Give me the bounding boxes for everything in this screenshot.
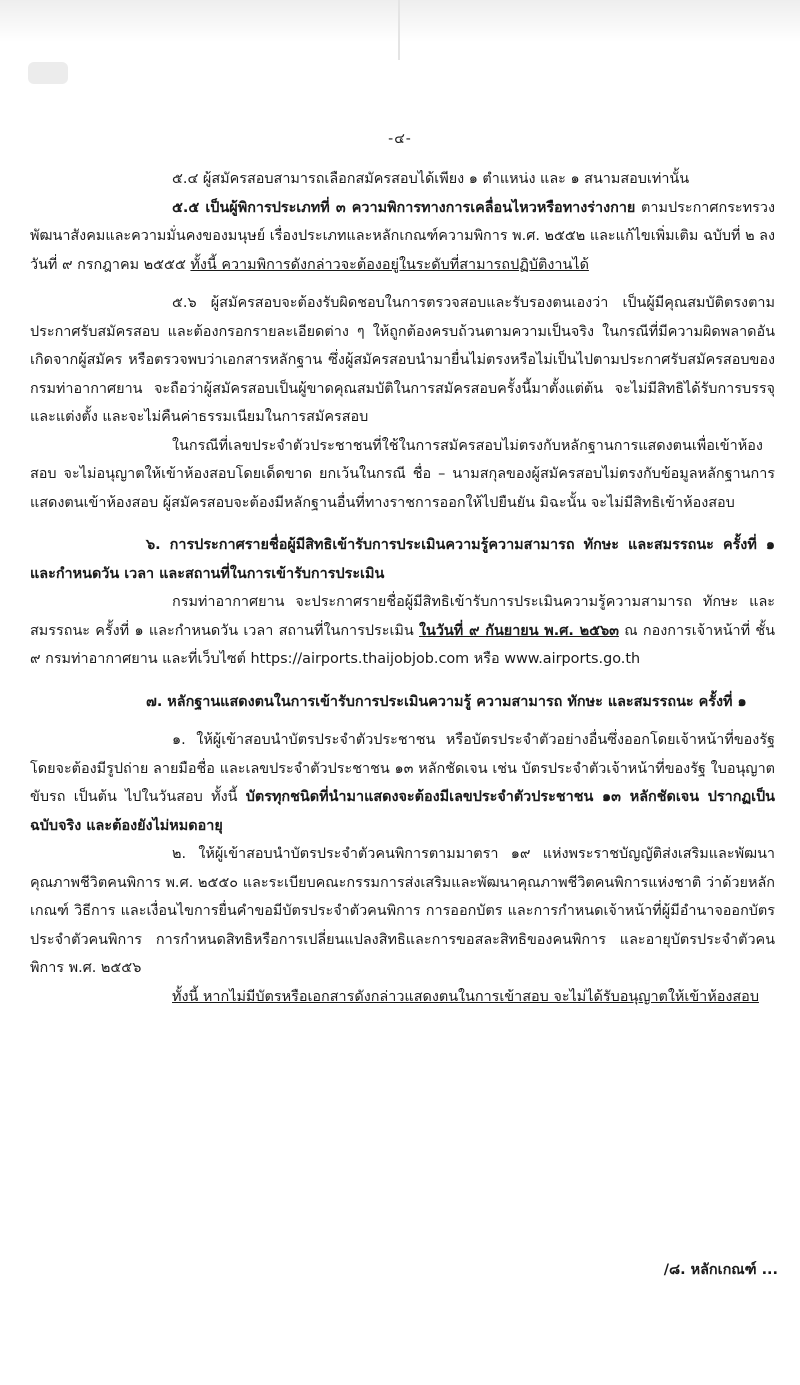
clause-5-5-text: ตามประกาศกระทรวงพัฒนาสังคมและความมั่นคงของมนุษย์ เรื่องประเภทและหลักเกณฑ์ความพิการ พ.ศ. ๒๕๕๒ และแก้ไขเพิ่มเติม ฉบับที่ ๒ ลงวันที่ ๙ กรกฎาคม ๒๕๕๕ [30, 199, 775, 273]
scan-fold-line [398, 0, 400, 60]
document-body [30, 165, 775, 1011]
section-6-date: ในวันที่ ๙ กันยายน พ.ศ. ๒๕๖๓ [418, 622, 619, 639]
clause-5-6-id-note: ในกรณีที่เลขประจำตัวประชาชนที่ใช้ในการสมัครสอบไม่ตรงกับหลักฐานการแสดงตนเพื่อเข้าห้องสอบ จะไม่อนุญาตให้เข้าห้องสอบโดยเด็ดขาด ยกเว้นในกรณี ชื่อ – นามสกุลของผู้สมัครสอบไม่ตรงกับข้อมูลหลักฐานการแสดงตนเข้าห้องสอบ ผู้สมัครสอบจะต้องมีหลักฐานอื่นที่ทางราชการออกให้ไปยืนยัน มิฉะนั้น จะไม่มีสิทธิเข้าห้องสอบ [30, 437, 775, 511]
clause-5-5-bold: ๕.๕ เป็นผู้พิการประเภทที่ ๓ ความพิการทางการเคลื่อนไหวหรือทางร่างกาย [172, 199, 636, 216]
clause-5-5-underlined: ทั้งนี้ ความพิการดังกล่าวจะต้องอยู่ในระดับที่สามารถปฏิบัติงานได้ [190, 256, 589, 273]
scan-smudge [28, 62, 68, 84]
clause-5-4: ๕.๔ ผู้สมัครสอบสามารถเลือกสมัครสอบได้เพียง ๑ ตำแหน่ง และ ๑ สนามสอบเท่านั้น [172, 171, 690, 187]
next-page-reference: /๘. หลักเกณฑ์ ... [663, 1262, 778, 1278]
section-6-body-b: ณ กองการเจ้าหน้าที่ ชั้น ๙ กรมท่าอากาศยาน และที่เว็บไซต์ https://airports.thaijobjob.com หรือ www.airports.go.th [30, 622, 775, 667]
section-7-item-1-text: ๑. ให้ผู้เข้าสอบนำบัตรประจำตัวประชาชน หรือบัตรประจำตัวอย่างอื่นซึ่งออกโดยเจ้าหน้าที่ของรัฐ โดยจะต้องมีรูปถ่าย ลายมือชื่อ และเลขประจำตัวประชาชน ๑๓ หลักชัดเจน เช่น บัตรประจำตัวเจ้าหน้าที่ของรัฐ ใบอนุญาตขับรถ เป็นต้น ไปในวันสอบ ทั้งนี้ [30, 732, 775, 805]
section-7-item-1 [30, 726, 775, 840]
section-7-heading: ๗. หลักฐานแสดงตนในการเข้ารับการประเมินความรู้ ความสามารถ ทักษะ และสมรรถนะ ครั้งที่ ๑ [146, 693, 747, 710]
section-7-note: ทั้งนี้ หากไม่มีบัตรหรือเอกสารดังกล่าวแสดงตนในการเข้าสอบ จะไม่ได้รับอนุญาตให้เข้าห้องสอบ [172, 988, 759, 1005]
scan-top-shadow [0, 0, 800, 42]
section-7-item-2: ๒. ให้ผู้เข้าสอบนำบัตรประจำตัวคนพิการตามมาตรา ๑๙ แห่งพระราชบัญญัติส่งเสริมและพัฒนาคุณภาพชีวิตคนพิการ พ.ศ. ๒๕๕๐ และระเบียบคณะกรรมการส่งเสริมและพัฒนาคุณภาพชีวิตคนพิการแห่งชาติ ว่าด้วยหลักเกณฑ์ วิธีการ และเงื่อนไขการยื่นคำขอมีบัตรประจำตัวคนพิการ การออกบัตร และการกำหนดเจ้าหน้าที่ผู้มีอำนาจออกบัตรประจำตัวคนพิการ การกำหนดสิทธิหรือการเปลี่ยนแปลงสิทธิและการขอสละสิทธิของคนพิการ และอายุบัตรประจำตัวคนพิการ พ.ศ. ๒๕๕๖ [30, 846, 775, 976]
section-6-body [30, 588, 775, 674]
clause-5-6: ๕.๖ ผู้สมัครสอบจะต้องรับผิดชอบในการตรวจสอบและรับรองตนเองว่า เป็นผู้มีคุณสมบัติตรงตามประกาศรับสมัครสอบ และต้องกรอกรายละเอียดต่าง ๆ ให้ถูกต้องครบถ้วนตามความเป็นจริง ในกรณีที่มีความผิดพลาดอันเกิดจากผู้สมัคร หรือตรวจพบว่าเอกสารหลักฐาน ซึ่งผู้สมัครสอบนำมายื่นไม่ตรงหรือไม่เป็นไปตามประกาศรับสมัครสอบของกรมท่าอากาศยาน จะถือว่าผู้สมัครสอบเป็นผู้ขาดคุณสมบัติในการสมัครสอบครั้งนี้มาตั้งแต่ต้น จะไม่มีสิทธิได้รับการบรรจุและแต่งตั้ง และจะไม่คืนค่าธรรมเนียมในการสมัครสอบ [30, 295, 775, 425]
section-7-item-1-bold: บัตรทุกชนิดที่นำมาแสดงจะต้องมีเลขประจำตัวประชาชน ๑๓ หลักชัดเจน ปรากฏเป็นฉบับจริง และต้องยังไม่หมดอายุ [30, 789, 775, 834]
section-6-heading: ๖. การประกาศรายชื่อผู้มีสิทธิเข้ารับการประเมินความรู้ความสามารถ ทักษะ และสมรรถนะ ครั้งที่ ๑ และกำหนดวัน เวลา และสถานที่ในการเข้ารับการประเมิน [30, 537, 775, 582]
page-number: -๔- [388, 131, 412, 147]
clause-5-5 [30, 194, 775, 280]
section-6-body-a: กรมท่าอากาศยาน จะประกาศรายชื่อผู้มีสิทธิเข้ารับการประเมินความรู้ความสามารถ ทักษะ และสมรรถนะ ครั้งที่ ๑ และกำหนดวัน เวลา สถานที่ในการประเมิน [30, 594, 775, 639]
